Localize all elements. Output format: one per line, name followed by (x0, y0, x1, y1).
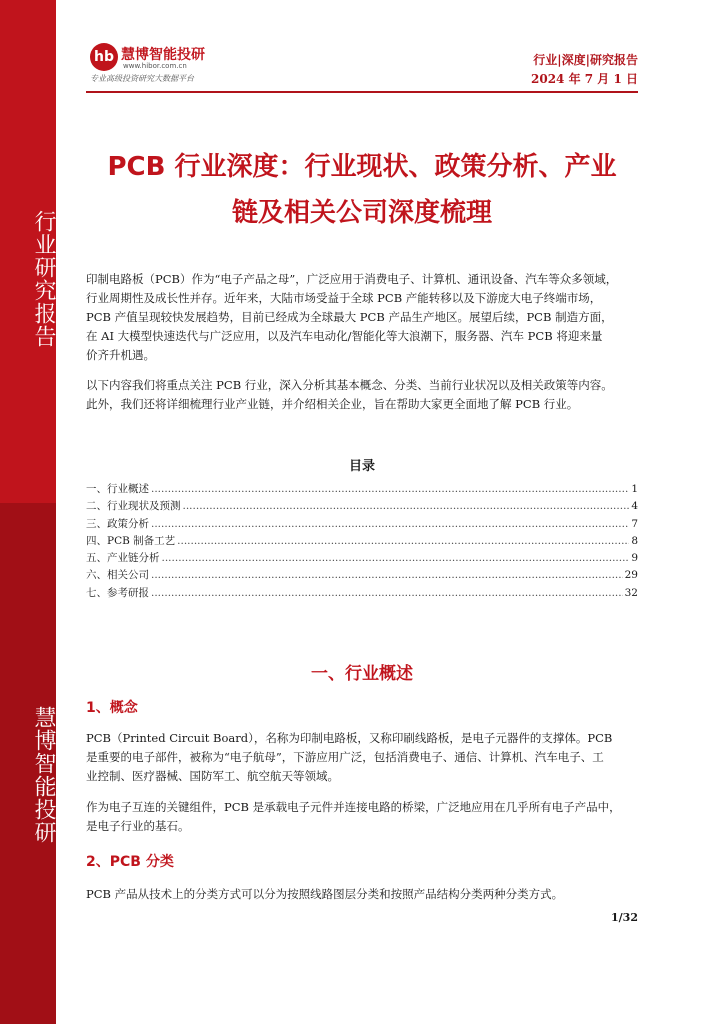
logo-url: www.hibor.com.cn (123, 62, 187, 70)
logo-name: 慧博智能投研 (121, 47, 205, 63)
sidebar-brand-label: 慧博智能投研 (31, 706, 56, 844)
classification-paragraph (86, 885, 646, 904)
header-meta (531, 52, 638, 88)
text-line: 行业周期性及成长性并存。近年来，大陆市场受益于全球 PCB 产能转移以及下游庞大电子终端市场， (86, 291, 602, 305)
text-line: 是电子行业的基石。 (86, 819, 190, 833)
toc-item-label: 六、相关公司 (86, 569, 149, 582)
concept-paragraph-1 (86, 729, 646, 786)
text-line: 此外，我们还将详细梳理行业产业链，并介绍相关企业，旨在帮助大家更全面地了解 PCB 行业。 (86, 397, 579, 411)
table-of-contents (86, 481, 638, 602)
toc-item-page: 8 (631, 534, 638, 547)
subsection-heading-classification: 2、PCB 分类 (86, 854, 174, 870)
sidebar-report-type-label: 行业研究报告 (31, 210, 56, 348)
toc-leader-dots (183, 498, 630, 515)
text-line: 在 AI 大模型快速迭代与广泛应用，以及汽车电动化/智能化等大浪潮下，服务器、汽车 PCB 将迎来量 (86, 329, 603, 343)
toc-item-page: 29 (624, 569, 638, 582)
header-divider (86, 91, 638, 93)
text-line: PCB 产值呈现较快发展趋势，目前已经成为全球最大 PCB 产品生产地区。展望后续，PCB 制造方面， (86, 310, 613, 324)
toc-leader-dots (151, 516, 629, 533)
section-heading: 一、行业概述 (311, 664, 413, 684)
page-number: 1/32 (611, 911, 638, 924)
doc-date: 2024 年 7 月 1 日 (531, 72, 638, 86)
toc-item-label: 二、行业现状及预测 (86, 500, 181, 513)
toc-item-process[interactable] (86, 533, 638, 550)
toc-item-label: 五、产业链分析 (86, 552, 160, 565)
text-line: 是重要的电子部件，被称为“电子航母”，下游应用广泛，包括消费电子、通信、计算机、汽车电子、工 (86, 750, 604, 764)
toc-title: 目录 (348, 459, 375, 474)
toc-item-overview[interactable] (86, 481, 638, 498)
toc-item-label: 四、PCB 制备工艺 (86, 534, 176, 547)
intro-paragraph-2 (86, 376, 646, 414)
toc-item-page: 4 (631, 500, 638, 513)
report-title (86, 144, 638, 236)
toc-item-references[interactable] (86, 585, 638, 602)
toc-item-status-forecast[interactable] (86, 498, 638, 515)
title-line-1: PCB 行业深度：行业现状、政策分析、产业 (107, 152, 617, 182)
toc-item-page: 7 (631, 517, 638, 530)
text-line: 印制电路板（PCB）作为“电子产品之母”，广泛应用于消费电子、计算机、通讯设备、汽车等众多领域， (86, 272, 618, 286)
toc-item-companies[interactable] (86, 567, 638, 584)
toc-leader-dots (151, 481, 629, 498)
toc-item-page: 9 (631, 552, 638, 565)
logo-mark-icon: hb (90, 43, 118, 71)
text-line: PCB 产品从技术上的分类方式可以分为按照线路图层分类和按照产品结构分类两种分类方式。 (86, 887, 564, 901)
text-line: 价齐升机遇。 (86, 348, 155, 362)
logo-slogan: 专业高级投资研究大数据平台 (90, 74, 194, 83)
title-line-2: 链及相关公司深度梳理 (231, 198, 492, 228)
toc-item-label: 七、参考研报 (86, 586, 149, 599)
text-line: 业控制、医疗器械、国防军工、航空航天等领域。 (86, 769, 339, 783)
text-line: 以下内容我们将重点关注 PCB 行业，深入分析其基本概念、分类、当前行业状况以及相关政策等内容。 (86, 378, 613, 392)
toc-leader-dots (177, 533, 629, 550)
concept-paragraph-2 (86, 798, 646, 836)
toc-item-label: 三、政策分析 (86, 517, 149, 530)
toc-item-industry-chain[interactable] (86, 550, 638, 567)
text-line: 作为电子互连的关键组件，PCB 是承载电子元件并连接电路的桥梁，广泛地应用在几乎所有电子产品中， (86, 800, 621, 814)
toc-item-page: 32 (624, 586, 638, 599)
toc-item-page: 1 (631, 483, 638, 495)
intro-paragraph-1 (86, 270, 646, 365)
doc-type: 行业|深度|研究报告 (533, 53, 638, 67)
toc-leader-dots (151, 567, 623, 584)
toc-leader-dots (162, 550, 630, 567)
toc-item-label: 一、行业概述 (86, 483, 149, 495)
text-line: PCB（Printed Circuit Board），名称为印制电路板，又称印刷线路板，是电子元器件的支撑体。PCB (86, 731, 613, 745)
toc-leader-dots (151, 585, 623, 602)
subsection-heading-concept: 1、概念 (86, 700, 138, 716)
toc-item-policy[interactable] (86, 516, 638, 533)
